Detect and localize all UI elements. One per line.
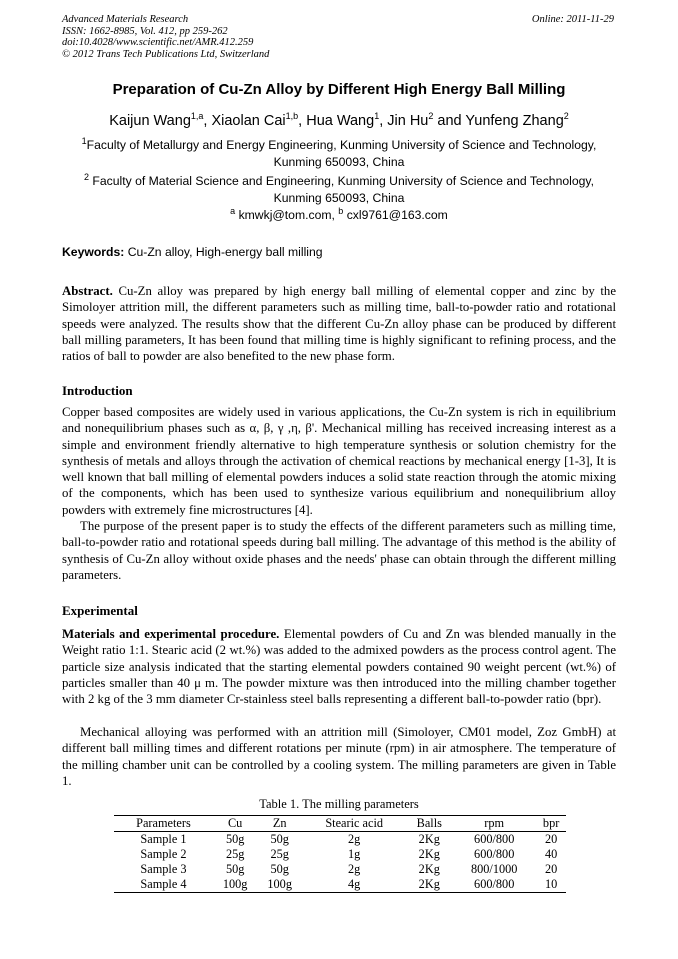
table-cell: 10 [544,877,558,891]
table-cell: 800/1000 [470,862,518,876]
abstract [62,283,616,364]
journal-name: Advanced Materials Research [62,14,189,25]
table-cell: 50g [270,862,289,876]
experimental-paragraph-1: Materials and experimental procedure. Elemental powders of Cu and Zn was blended manually in the Weight ratio 1:1. Stearic acid (2 wt.%) was added to the admixed powders as the process control agent. The particle size analysis indicated that the starting elemental powders contained 90 weight percent (wt.%) of particles smaller than 40 μ m. The powder mixture was then introduced into the milling chamber together with 2 kg of the 3 mm diameter Cr-stainless steel balls representing a different ball-to-powder ratio (bpr). [62,627,616,707]
table-cell: 600/800 [474,877,515,891]
table-cell: 2g [348,862,361,876]
table-cell: 600/800 [474,832,515,846]
table-row [114,847,566,862]
author-emails: $^a$ kmwkj@tom.com, $^b$ cxl9761@163.com [230,205,448,222]
table-row [114,877,566,893]
column-header: Stearic acid [325,816,384,830]
table-header-row [114,816,566,832]
online-date: Online: 2011-11-29 [531,14,614,25]
introduction-heading: Introduction [62,383,133,398]
keywords-label: Keywords: [62,245,125,259]
column-header: bpr [542,816,560,830]
keywords-text: Cu-Zn alloy, High-energy ball milling [124,245,323,259]
author: Yunfeng Zhang$^2$ [465,111,569,129]
table-cell: 2Kg [418,847,440,861]
copyright-line: © 2012 Trans Tech Publications Ltd, Switzerland [62,48,270,60]
table-cell: 50g [225,862,245,876]
abstract-text: Cu-Zn alloy was prepared by high energy ball milling of elemental copper and zinc by the Simoloyer attrition mill, the different parameters such as milling time, ball-to-powder ratio and rotational speeds were analyzed. The results show that the different Cu-Zn alloy phase can be produced by different ball milling parameters, It has been found that milling time is highly significant to refining process, and the ratios of ball to powder are also benefited to the new phase form. [62,284,616,364]
table-cell: 50g [225,832,245,846]
issn-line: ISSN: 1662-8985, Vol. 412, pp 259-262 [62,25,228,37]
introduction-paragraph-1: Copper based composites are widely used in various applications, the Cu-Zn system is rich in equilibrium and nonequilibrium phases such as α, β, γ ,η, β'. Mechanical milling has received increasing interest as a simple and environment friendly alternative to high temperature synthesis or solution chemistry for the synthesis of metals and alloys through the activation of chemical reactions by mechanical energy [1-3], It is well known that ball milling of elemental powders induces a solid state reaction through the atomic mixing of the components, which has been used to synthesize various equilibrium and nonequilibrium alloy powders with extremely fine microstructures [4]. [62,405,616,517]
author: Xiaolan Cai$^{1,b}$, [211,111,307,129]
experimental-paragraph-2: Mechanical alloying was performed with an attrition mill (Simoloyer, CM01 model, Zoz GmbH) at different ball milling times and different rotations per minute (rpm) in air atmosphere. The temperature of the milling chamber unit can be controlled by a cooling system. The milling parameters are given in Table 1. [62,725,616,788]
affiliation-1: $^1$Faculty of Metallurgy and Energy Engineering, Kunming University of Science and Technology, Kunming 650093, China [81,135,597,169]
column-header: rpm [484,816,505,830]
table-cell: 4g [348,877,361,891]
table-cell: 20 [544,832,558,846]
table-caption: Table 1. The milling parameters [259,797,419,811]
table-cell: 50g [270,832,289,846]
table-cell: 100g [222,877,248,891]
author: Kaijun Wang$^{1,a}$, [109,111,212,129]
table-cell: Sample 1 [140,832,187,846]
author: Jin Hu$^2$ and [387,111,466,129]
materials-subheading: Materials and experimental procedure. [62,627,280,641]
doi-line: doi:10.4028/www.scientific.net/AMR.412.259 [62,37,254,48]
paper-title: Preparation of Cu-Zn Alloy by Different High Energy Ball Milling [112,81,566,98]
table-cell: 2Kg [418,832,440,846]
milling-parameters-table [114,815,566,893]
journal-header [62,14,269,60]
table-cell: 25g [225,847,245,861]
keywords [62,245,323,259]
affiliation-2: $^2$ Faculty of Material Science and Engineering, Kunming University of Science and Technology, Kunming 650093, China [84,171,594,205]
table-row [114,832,566,848]
table-cell: 40 [544,847,558,861]
abstract-label: Abstract. [62,284,113,298]
table-cell: 2g [348,832,361,846]
table-cell: 100g [267,877,292,891]
introduction-paragraph-2: The purpose of the present paper is to study the effects of the different parameters such as milling time, ball-to-powder ratio and rotational speeds during ball milling. The advantage of this method is the ability of synthesis of Cu-Zn alloy without oxide phases and the needs' phase can obtain through the different milling parameters. [62,519,616,582]
table-cell: 25g [270,847,289,861]
column-header: Parameters [136,816,191,830]
table-cell: Sample 4 [140,877,187,891]
column-header: Zn [272,816,287,830]
table-cell: 2Kg [418,877,440,891]
author-list [40,113,638,129]
table-cell: 1g [348,847,361,861]
table-row [114,862,566,877]
table-cell: Sample 2 [140,847,187,861]
table-cell: 20 [544,862,558,876]
author: Hua Wang$^1$, [306,111,388,129]
email-a: kmwkj@tom.com, [238,208,339,222]
table-cell: 2Kg [418,862,440,876]
column-header: Cu [227,816,243,830]
experimental-heading: Experimental [62,603,138,618]
email-b: cxl9761@163.com [346,208,448,222]
table-cell: 600/800 [474,847,515,861]
column-header: Balls [416,816,442,830]
table-cell: Sample 3 [140,862,187,876]
